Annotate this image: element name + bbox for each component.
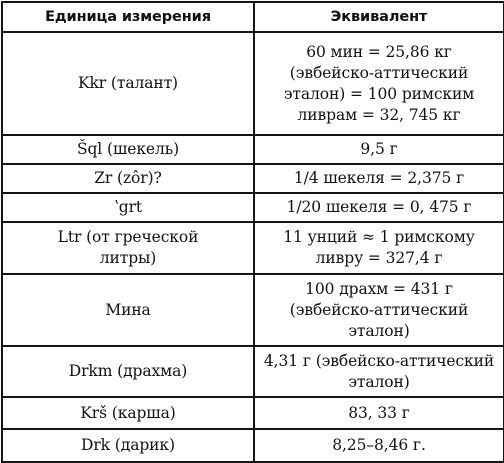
unit-cell: Мина — [2, 274, 254, 346]
table-row — [2, 193, 504, 222]
equivalent-line: 83, 33 г — [348, 403, 410, 422]
equivalent-cell — [254, 397, 504, 429]
unit-line: Ltr (от греческой — [57, 228, 199, 246]
unit-cell: Kkr (талант) — [2, 32, 254, 135]
unit-cell: Drkm (драхма) — [2, 346, 254, 397]
equivalent-line: (эвбейско-аттический — [289, 300, 469, 319]
unit-cell: Drk (дарик) — [2, 429, 254, 462]
table-header — [2, 2, 504, 32]
equivalent-cell — [254, 222, 504, 274]
unit-cell: ʽgrt — [2, 193, 254, 222]
equivalent-line: эталон) — [348, 321, 410, 340]
unit-cell: Šql (шекель) — [2, 135, 254, 164]
equivalent-line: ливрам = 32, 745 кг — [297, 105, 461, 124]
equivalent-line: эталон) — [348, 372, 410, 391]
table-row — [2, 397, 504, 429]
table-row — [2, 222, 504, 274]
units-table — [1, 1, 504, 463]
table-row — [2, 274, 504, 346]
unit-cell: Zr (zôr)? — [2, 164, 254, 193]
equivalent-cell — [254, 274, 504, 346]
equivalent-cell — [254, 135, 504, 164]
equivalent-line: 60 мин = 25,86 кг — [306, 42, 452, 61]
equivalent-line: 11 унций ≈ 1 римскому — [283, 228, 475, 246]
equivalent-line: 4,31 г (эвбейско-аттический — [263, 351, 495, 370]
equivalent-line: эталон) = 100 римским — [283, 84, 475, 103]
equivalent-line: ливру = 327,4 г — [315, 249, 443, 267]
header-equivalent: Эквивалент — [254, 2, 504, 32]
equivalent-cell — [254, 429, 504, 462]
equivalent-line: 1/20 шекеля = 0, 475 г — [286, 198, 472, 216]
table-row — [2, 346, 504, 397]
equivalent-cell — [254, 193, 504, 222]
equivalent-cell — [254, 164, 504, 193]
equivalent-cell — [254, 32, 504, 135]
unit-cell: Krš (карша) — [2, 397, 254, 429]
unit-line: литры) — [99, 249, 157, 267]
equivalent-cell — [254, 346, 504, 397]
table-row — [2, 429, 504, 462]
equivalent-line: (эвбейско-аттический — [289, 63, 469, 82]
header-unit: Единица измерения — [2, 2, 254, 32]
unit-cell — [2, 222, 254, 274]
equivalent-line: 100 драхм = 431 г — [305, 279, 453, 298]
equivalent-line: 9,5 г — [360, 140, 398, 158]
table-row — [2, 135, 504, 164]
table-row — [2, 164, 504, 193]
header-row — [2, 2, 504, 32]
table-row — [2, 32, 504, 135]
equivalent-line: 1/4 шекеля = 2,375 г — [293, 169, 465, 187]
table-body — [2, 32, 504, 462]
equivalent-line: 8,25–8,46 г. — [332, 436, 426, 454]
